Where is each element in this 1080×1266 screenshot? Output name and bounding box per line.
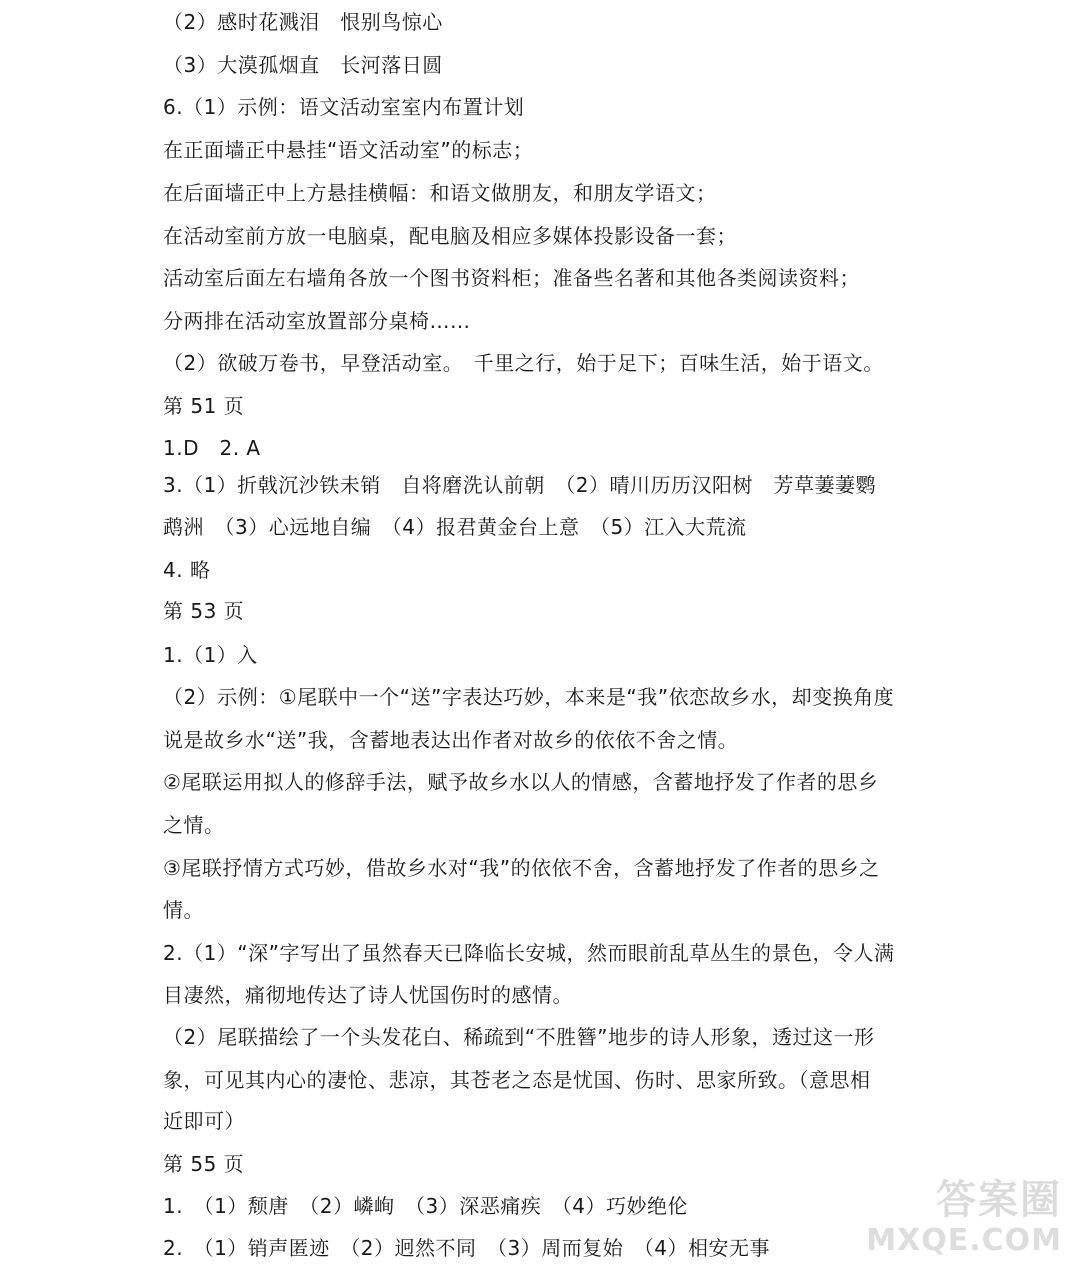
- text-line: 说是故乡水“送”我，含蓄地表达出作者对故乡的依依不舍之情。: [163, 728, 739, 752]
- text-line: 2.（1）“深”字写出了虽然春天已降临长安城，然而眼前乱草丛生的景色，令人满: [163, 941, 895, 965]
- watermark-logo: [866, 1168, 1062, 1258]
- text-line: （2）感时花溅泪 恨别鸟惊心: [163, 10, 443, 34]
- section-heading: 第 55 页: [163, 1152, 245, 1176]
- text-line: 在后面墙正中上方悬挂横幅：和语文做朋友，和朋友学语文；: [163, 181, 717, 205]
- text-line: （3）大漠孤烟直 长河落日圆: [163, 53, 443, 77]
- text-line: 6.（1）示例：语文活动室室内布置计划: [163, 95, 525, 119]
- section-heading: 第 51 页: [163, 394, 245, 418]
- watermark-text: 答案圈: [936, 1176, 1062, 1223]
- text-line: 目凄然，痛彻地传达了诗人忧国伤时的感情。: [163, 983, 573, 1007]
- text-line: 活动室后面左右墙角各放一个图书资料柜；准备些名著和其他各类阅读资料；: [163, 266, 860, 290]
- text-line: 情。: [163, 898, 204, 922]
- text-line: 在正面墙正中悬挂“语文活动室”的标志；: [163, 138, 534, 162]
- text-line: ②尾联运用拟人的修辞手法，赋予故乡水以人的情感，含蓄地抒发了作者的思乡: [163, 770, 879, 794]
- text-line: 2. （1）销声匿迹 （2）迥然不同 （3）周而复始 （4）相安无事: [163, 1236, 770, 1260]
- text-line: （2）尾联描绘了一个头发花白、稀疏到“不胜簪”地步的诗人形象，透过这一形: [163, 1025, 875, 1049]
- text-line: 之情。: [163, 813, 225, 837]
- text-line: 鹉洲 （3）心远地自编 （4）报君黄金台上意 （5）江入大荒流: [163, 515, 747, 539]
- text-line: （2）欲破万卷书，早登活动室。 千里之行，始于足下；百味生活，始于语文。: [163, 351, 884, 375]
- watermark-url: MXQE.COM: [866, 1223, 1062, 1258]
- text-line: 1. （1）颓唐 （2）嶙峋 （3）深恶痛疾 （4）巧妙绝伦: [163, 1194, 688, 1218]
- text-line: 象，可见其内心的凄怆、悲凉，其苍老之态是忧国、伤时、思家所致。（意思相: [163, 1068, 871, 1092]
- text-line: 分两排在活动室放置部分桌椅……: [163, 309, 471, 333]
- text-line: （2）示例：①尾联中一个“送”字表达巧妙，本来是“我”依恋故乡水，却变换角度: [163, 685, 895, 709]
- text-line: 近即可）: [163, 1109, 245, 1133]
- text-line: 在活动室前方放一电脑桌，配电脑及相应多媒体投影设备一套；: [163, 224, 737, 248]
- section-heading: 第 53 页: [163, 599, 245, 623]
- text-line: 1.D 2. A: [163, 436, 261, 460]
- text-line: 4. 略: [163, 558, 211, 582]
- text-line: ③尾联抒情方式巧妙，借故乡水对“我”的依依不舍，含蓄地抒发了作者的思乡之: [163, 856, 880, 880]
- text-line: 1.（1）入: [163, 643, 258, 667]
- text-line: 3.（1）折戟沉沙铁未销 自将磨洗认前朝 （2）晴川历历汉阳树 芳草萋萋鹦: [163, 473, 877, 497]
